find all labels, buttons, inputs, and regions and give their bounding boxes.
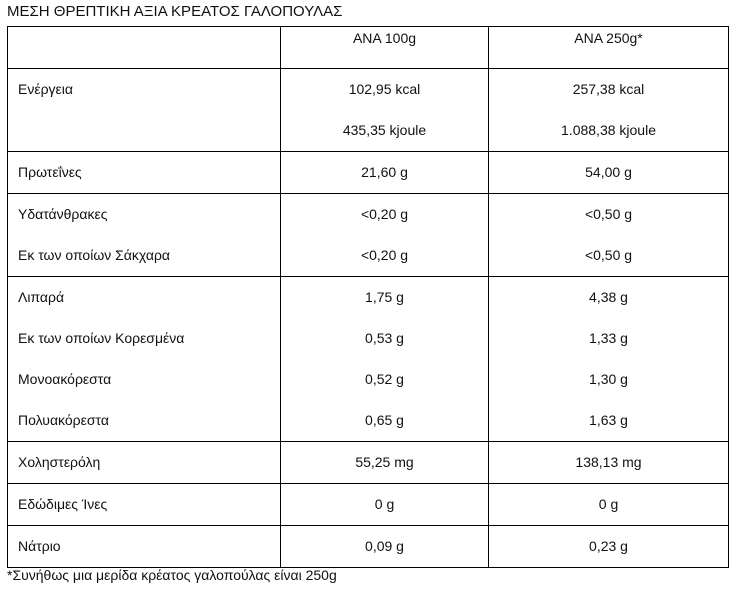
value-per-250g: 1.088,38 kjoule [561,122,656,138]
table-row [8,484,729,526]
nutrient-label: Υδατάνθρακες [18,206,108,222]
value-per-250g: <0,50 g [584,206,633,222]
table-row [8,194,729,277]
value-per-250g: 257,38 kcal [572,81,645,97]
value-per-250g: 1,63 g [589,412,628,428]
value-per-250g: 1,33 g [589,330,628,346]
value-per-100g-cell [281,442,489,484]
nutrition-table [7,26,729,568]
footnote: *Συνήθως μια μερίδα κρέατος γαλοπούλας είναι 250g [7,567,337,583]
value-per-250g: 4,38 g [589,289,628,305]
value-per-100g: 0 g [374,496,395,512]
nutrient-label: Εδώδιμες Ίνες [18,496,108,512]
table-header-row [8,27,729,69]
table-row [8,69,729,152]
nutrient-label: Εκ των οποίων Σάκχαρα [18,247,171,263]
table-row [8,277,729,442]
nutrient-label: Εκ των οποίων Κορεσμένα [18,330,185,346]
table-row [8,526,729,568]
value-per-250g: 0 g [598,496,619,512]
value-per-100g: 55,25 mg [355,454,414,470]
nutrient-label: Μονοακόρεστα [18,371,112,387]
nutrient-label: Νάτριο [18,538,61,554]
value-per-250g-cell [489,69,729,152]
nutrient-label: Ενέργεια [18,81,73,97]
value-per-100g: 0,52 g [365,371,404,387]
nutrient-label-cell [8,484,281,526]
document-title: ΜΕΣΗ ΘΡΕΠΤΙΚΗ ΑΞΙΑ ΚΡΕΑΤΟΣ ΓΑΛΟΠΟΥΛΑΣ [7,3,343,20]
nutrient-label [8,110,280,151]
value-per-100g: 1,75 g [365,289,404,305]
value-per-100g-cell [281,69,489,152]
value-per-250g-cell [489,442,729,484]
nutrient-label: Πρωτεΐνες [18,164,82,180]
header-cell-empty [8,27,281,69]
value-per-100g-cell [281,526,489,568]
nutrient-label-cell [8,69,281,152]
header-per-250g: ΑΝΑ 250g* [489,27,729,69]
value-per-250g: <0,50 g [584,247,633,263]
table-row [8,442,729,484]
value-per-100g-cell [281,277,489,442]
value-per-250g-cell [489,152,729,194]
value-per-250g-cell [489,484,729,526]
value-per-250g: 1,30 g [589,371,628,387]
value-per-250g: 54,00 g [585,164,632,180]
value-per-100g: 0,53 g [365,330,404,346]
value-per-100g: 102,95 kcal [348,81,421,97]
nutrient-label: Χοληστερόλη [18,454,101,470]
value-per-100g-cell [281,152,489,194]
nutrient-label: Λιπαρά [18,289,65,305]
nutrient-label-cell [8,442,281,484]
header-per-100g: ΑΝΑ 100g [281,27,489,69]
value-per-100g: <0,20 g [360,247,409,263]
nutrient-label-cell [8,277,281,442]
value-per-250g-cell [489,194,729,277]
value-per-100g: 21,60 g [361,164,408,180]
value-per-100g: 435,35 kjoule [342,122,427,138]
value-per-100g: <0,20 g [360,206,409,222]
value-per-100g-cell [281,194,489,277]
value-per-100g: 0,09 g [365,538,404,554]
nutrient-label-cell [8,526,281,568]
table-row [8,152,729,194]
value-per-250g-cell [489,526,729,568]
value-per-250g-cell [489,277,729,442]
value-per-250g: 0,23 g [589,538,628,554]
value-per-250g: 138,13 mg [575,454,642,470]
nutrient-label-cell [8,152,281,194]
nutrient-label: Πολυακόρεστα [18,412,109,428]
value-per-100g: 0,65 g [365,412,404,428]
nutrient-label-cell [8,194,281,277]
value-per-100g-cell [281,484,489,526]
